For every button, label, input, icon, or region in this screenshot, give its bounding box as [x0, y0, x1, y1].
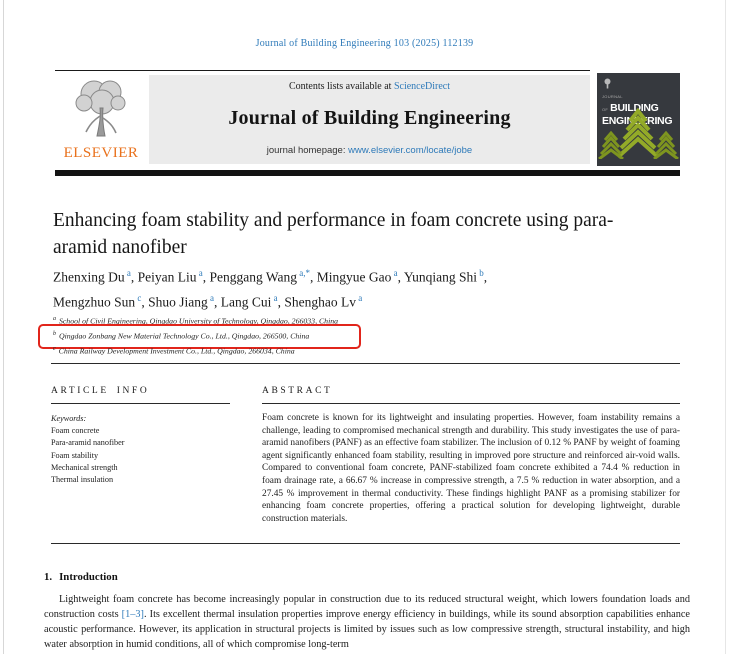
contents-prefix: Contents lists available at: [288, 81, 394, 92]
author-affiliation-sup[interactable]: a: [391, 268, 398, 278]
introduction-heading: [44, 571, 118, 583]
elsevier-wordmark: ELSEVIER: [63, 145, 139, 161]
introduction-paragraph: [44, 592, 690, 652]
author-name: Peiyan Liu: [137, 269, 197, 285]
keywords-label: Keywords:: [51, 414, 87, 423]
journal-title: Journal of Building Engineering: [228, 107, 511, 129]
affiliation-text: China Railway Development Investment Co., Ltd., Qingdao, 266034, China: [56, 346, 295, 356]
introduction-heading-number: 1.: [44, 571, 53, 583]
author-affiliation-sup[interactable]: a: [271, 292, 278, 303]
author-name: Mingyue Gao: [316, 269, 392, 285]
affiliation-text: Qingdao Zonbang New Material Technology Co., Ltd., Qingdao, 266500, China: [57, 331, 310, 341]
header-rule-bottom: [55, 170, 680, 176]
intro-text-before-ref: Lightweight foam concrete has become increasingly popular in construction due to its reduced structural weight, which lowers foundation loads and construction costs: [44, 594, 690, 620]
author-affiliation-sup[interactable]: a: [207, 292, 215, 303]
author-affiliation-sup[interactable]: c: [135, 292, 142, 303]
author-affiliation-sup[interactable]: a: [196, 268, 203, 278]
cover-title-line2: ENGINEERING: [602, 115, 673, 127]
homepage-link[interactable]: www.elsevier.com/locate/jobe: [348, 145, 473, 156]
header-rule-top: [55, 70, 590, 71]
author-name: Shenghao Lv: [284, 294, 357, 309]
keyword-item: Foam concrete: [51, 426, 100, 436]
introduction-heading-text: Introduction: [59, 571, 118, 583]
section-divider-bottom: [51, 543, 680, 544]
author-affiliation-sup[interactable]: a: [356, 292, 363, 303]
author-name: Lang Cui: [220, 294, 272, 309]
journal-cover-thumbnail[interactable]: [597, 73, 680, 166]
article-info-heading: ARTICLE INFO: [51, 386, 150, 396]
affiliation-text: School of Civil Engineering, Qingdao University of Technology, Qingdao, 266033, China: [57, 316, 339, 326]
journal-banner: [149, 75, 590, 164]
keyword-item: Mechanical strength: [51, 462, 118, 472]
contents-line: [289, 81, 450, 92]
author-list: Zhenxing Du $^a$, Peiyan Liu $^a$, Penggang Wang $^{a,*}$, Mingyue Gao $^a$, Yunqiang Shi $^b$, Mengzhuo Sun $^c$, Shuo Jiang $^a$, Lang Cui $^a$, Shenghao Lv $^a$: [53, 268, 488, 309]
citation-ref-link[interactable]: [1–3]: [121, 609, 144, 620]
homepage-prefix: journal homepage:: [266, 145, 349, 156]
sciencedirect-link[interactable]: ScienceDirect: [393, 81, 451, 92]
cover-title-line1: BUILDING: [610, 102, 659, 114]
author-name: Yunqiang Shi: [403, 269, 478, 285]
author-name: Zhenxing Du: [53, 269, 125, 285]
abstract-heading: ABSTRACT: [262, 386, 333, 396]
affiliation-sup: a: [53, 316, 56, 322]
affiliation-sup: c: [53, 346, 56, 352]
affiliation-row: [53, 328, 673, 343]
cover-journal-of-label: JOURNAL OF: [602, 94, 623, 112]
author-name: Shuo Jiang: [148, 294, 208, 309]
keywords-items: [51, 425, 241, 486]
article-info-rule: [51, 403, 230, 404]
abstract-rule: [262, 403, 680, 404]
affiliation-list: [53, 313, 673, 358]
author-affiliation-sup[interactable]: b: [477, 268, 484, 278]
journal-citation-link[interactable]: Journal of Building Engineering 103 (2025) 112139: [255, 38, 474, 49]
author-affiliation-sup[interactable]: a: [124, 268, 131, 278]
keyword-item: Para-aramid nanofiber: [51, 438, 125, 448]
page-right-edge: [725, 0, 726, 654]
elsevier-logo: [55, 76, 147, 166]
author-name: Mengzhuo Sun: [53, 294, 136, 309]
abstract-text: Foam concrete is known for its lightweight and insulating properties. However, foam instability remains a challenge, leading to compromised mechanical strength and durability. This study investigates the use of para-aramid nanofibers (PANF) as an effective foam stabilizer. The inclusion of 0.12 % PANF by weight of foaming agent significantly enhanced foam stability, resulting in improved pore structure and reinforced air-void walls. Compared to conventional foam concrete, PANF-stabilized foam concrete exhibited a 74.4 % reduction in foam drainage rate, a 66.67 % increase in compressive strength, a 7.5 % reduction in water absorption, and a 27.45 % improvement in thermal conductivity. These findings highlight PANF as a promising stabilizer for enhancing foam concrete properties, offering a practical solution for developing lightweight, durable construction materials.: [262, 413, 680, 524]
intro-text-after-ref: . Its excellent thermal insulation properties improve energy efficiency in buildings, while its sound absorption capabilities enhance acoustic performance. However, its application in structural projects is limited by issues such as low compressive strength, structural instability, and high water absorption in humid conditions, all of which compromise long-term: [44, 609, 690, 650]
elsevier-tree-icon: [55, 76, 147, 144]
author-name: Penggang Wang: [209, 269, 298, 285]
keyword-item: Foam stability: [51, 450, 99, 460]
homepage-line: [267, 145, 472, 156]
affiliation-sup: b: [53, 331, 56, 337]
keyword-item: Thermal insulation: [51, 475, 114, 485]
page-left-edge: [3, 0, 4, 654]
article-title: Enhancing foam stability and performance in foam concrete using para-aramid nanofiber: [53, 210, 614, 258]
keywords-block: [51, 413, 241, 486]
cover-trees-icon: [597, 107, 680, 164]
section-divider-top: [51, 363, 680, 364]
author-affiliation-sup[interactable]: a,*: [297, 268, 311, 278]
affiliation-row: [53, 313, 673, 328]
affiliation-row: [53, 343, 673, 358]
